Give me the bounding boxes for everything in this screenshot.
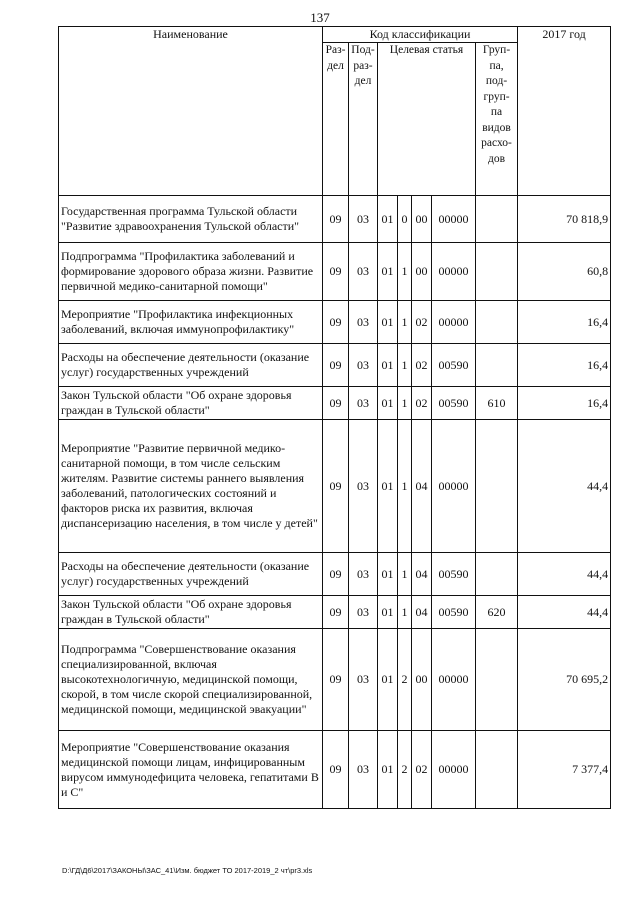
- cell-section: 09: [323, 553, 349, 596]
- cell-target-subprogram: 1: [398, 243, 412, 301]
- cell-section: 09: [323, 596, 349, 629]
- cell-target-direction: 00000: [432, 301, 476, 344]
- cell-expense-group: [476, 731, 518, 809]
- cell-target-event: 00: [412, 196, 432, 243]
- cell-name: Закон Тульской области "Об охране здоровья граждан в Тульской области": [59, 596, 323, 629]
- table-row: [59, 344, 611, 387]
- header-name: Наименование: [59, 27, 323, 196]
- cell-target-subprogram: 1: [398, 420, 412, 553]
- cell-section: 09: [323, 243, 349, 301]
- cell-target-direction: 00000: [432, 196, 476, 243]
- cell-amount: 16,4: [518, 344, 611, 387]
- table-row: [59, 387, 611, 420]
- cell-name: Мероприятие "Развитие первичной медико-санитарной помощи, в том числе сельским жителям. Развитие системы раннего выявления заболеваний, патологических состояний и факторов риска их развития, включая диспансеризацию населения, в том числе у детей": [59, 420, 323, 553]
- header-year: 2017 год: [518, 27, 611, 196]
- cell-amount: 70 818,9: [518, 196, 611, 243]
- header-target-article: Целевая статья: [378, 43, 476, 196]
- cell-expense-group: [476, 629, 518, 731]
- cell-target-program: 01: [378, 553, 398, 596]
- cell-target-program: 01: [378, 731, 398, 809]
- cell-name: Расходы на обеспечение деятельности (оказание услуг) государственных учреждений: [59, 344, 323, 387]
- cell-target-subprogram: 1: [398, 553, 412, 596]
- cell-amount: 44,4: [518, 420, 611, 553]
- table-row: [59, 243, 611, 301]
- cell-section: 09: [323, 301, 349, 344]
- cell-target-direction: 00590: [432, 344, 476, 387]
- cell-target-direction: 00000: [432, 629, 476, 731]
- cell-target-event: 04: [412, 596, 432, 629]
- cell-target-program: 01: [378, 387, 398, 420]
- cell-amount: 7 377,4: [518, 731, 611, 809]
- cell-subsection: 03: [349, 344, 378, 387]
- cell-target-event: 02: [412, 344, 432, 387]
- cell-name: Подпрограмма "Совершенствование оказания специализированной, включая высокотехнологичную, медицинской помощи, скорой, в том числе скорой специализированной, медицинской помощи, медицинской эвакуации": [59, 629, 323, 731]
- cell-subsection: 03: [349, 301, 378, 344]
- cell-expense-group: [476, 553, 518, 596]
- cell-expense-group: [476, 243, 518, 301]
- cell-section: 09: [323, 731, 349, 809]
- cell-amount: 44,4: [518, 596, 611, 629]
- table-row: [59, 420, 611, 553]
- cell-target-direction: 00590: [432, 596, 476, 629]
- cell-target-subprogram: 1: [398, 344, 412, 387]
- table-row: [59, 301, 611, 344]
- cell-target-program: 01: [378, 420, 398, 553]
- table-row: [59, 553, 611, 596]
- header-section: Раз- дел: [323, 43, 349, 196]
- table-row: [59, 731, 611, 809]
- cell-target-event: 00: [412, 243, 432, 301]
- cell-amount: 70 695,2: [518, 629, 611, 731]
- cell-section: 09: [323, 344, 349, 387]
- cell-target-program: 01: [378, 344, 398, 387]
- cell-section: 09: [323, 420, 349, 553]
- cell-target-event: 02: [412, 387, 432, 420]
- cell-subsection: 03: [349, 196, 378, 243]
- cell-target-subprogram: 1: [398, 596, 412, 629]
- cell-target-event: 04: [412, 553, 432, 596]
- cell-subsection: 03: [349, 629, 378, 731]
- cell-target-direction: 00000: [432, 420, 476, 553]
- cell-subsection: 03: [349, 387, 378, 420]
- cell-target-program: 01: [378, 301, 398, 344]
- cell-section: 09: [323, 196, 349, 243]
- cell-name: Расходы на обеспечение деятельности (оказание услуг) государственных учреждений: [59, 553, 323, 596]
- cell-subsection: 03: [349, 731, 378, 809]
- cell-target-subprogram: 2: [398, 731, 412, 809]
- cell-target-event: 00: [412, 629, 432, 731]
- cell-expense-group: 620: [476, 596, 518, 629]
- cell-target-event: 02: [412, 301, 432, 344]
- cell-target-direction: 00000: [432, 731, 476, 809]
- footer-file-path: D:\ГД\Д6\2017\ЗАКОНЫ\ЗАС_41\Изм. бюджет ТО 2017-2019_2 чт\pr3.xls: [62, 866, 313, 875]
- cell-expense-group: [476, 420, 518, 553]
- cell-amount: 16,4: [518, 387, 611, 420]
- cell-target-event: 02: [412, 731, 432, 809]
- budget-table-body: [59, 196, 611, 809]
- cell-amount: 16,4: [518, 301, 611, 344]
- table-row: [59, 196, 611, 243]
- cell-subsection: 03: [349, 553, 378, 596]
- cell-target-direction: 00590: [432, 387, 476, 420]
- cell-subsection: 03: [349, 596, 378, 629]
- cell-section: 09: [323, 387, 349, 420]
- cell-target-direction: 00590: [432, 553, 476, 596]
- cell-name: Закон Тульской области "Об охране здоровья граждан в Тульской области": [59, 387, 323, 420]
- cell-name: Мероприятие "Профилактика инфекционных заболеваний, включая иммунопрофилактику": [59, 301, 323, 344]
- cell-target-program: 01: [378, 629, 398, 731]
- header-code-group: Код классификации: [323, 27, 518, 43]
- cell-target-subprogram: 1: [398, 301, 412, 344]
- cell-target-program: 01: [378, 196, 398, 243]
- cell-expense-group: [476, 196, 518, 243]
- cell-name: Подпрограмма "Профилактика заболеваний и формирование здорового образа жизни. Развитие первичной медико-санитарной помощи": [59, 243, 323, 301]
- cell-target-event: 04: [412, 420, 432, 553]
- cell-target-subprogram: 0: [398, 196, 412, 243]
- header-subsection: Под- раз- дел: [349, 43, 378, 196]
- header-expense-group: Груп- па, под- груп- па видов расхо- дов: [476, 43, 518, 196]
- cell-name: Мероприятие "Совершенствование оказания медицинской помощи лицам, инфицированным вирусом иммунодефицита человека, гепатитами В и С": [59, 731, 323, 809]
- cell-target-program: 01: [378, 243, 398, 301]
- cell-expense-group: [476, 344, 518, 387]
- cell-expense-group: [476, 301, 518, 344]
- budget-table: [58, 26, 611, 809]
- cell-subsection: 03: [349, 420, 378, 553]
- cell-expense-group: 610: [476, 387, 518, 420]
- cell-target-subprogram: 1: [398, 387, 412, 420]
- table-row: [59, 629, 611, 731]
- cell-target-program: 01: [378, 596, 398, 629]
- page-number: 137: [310, 10, 330, 25]
- cell-amount: 60,8: [518, 243, 611, 301]
- cell-target-direction: 00000: [432, 243, 476, 301]
- table-row: [59, 596, 611, 629]
- cell-section: 09: [323, 629, 349, 731]
- cell-name: Государственная программа Тульской области "Развитие здравоохранения Тульской области": [59, 196, 323, 243]
- cell-target-subprogram: 2: [398, 629, 412, 731]
- cell-amount: 44,4: [518, 553, 611, 596]
- cell-subsection: 03: [349, 243, 378, 301]
